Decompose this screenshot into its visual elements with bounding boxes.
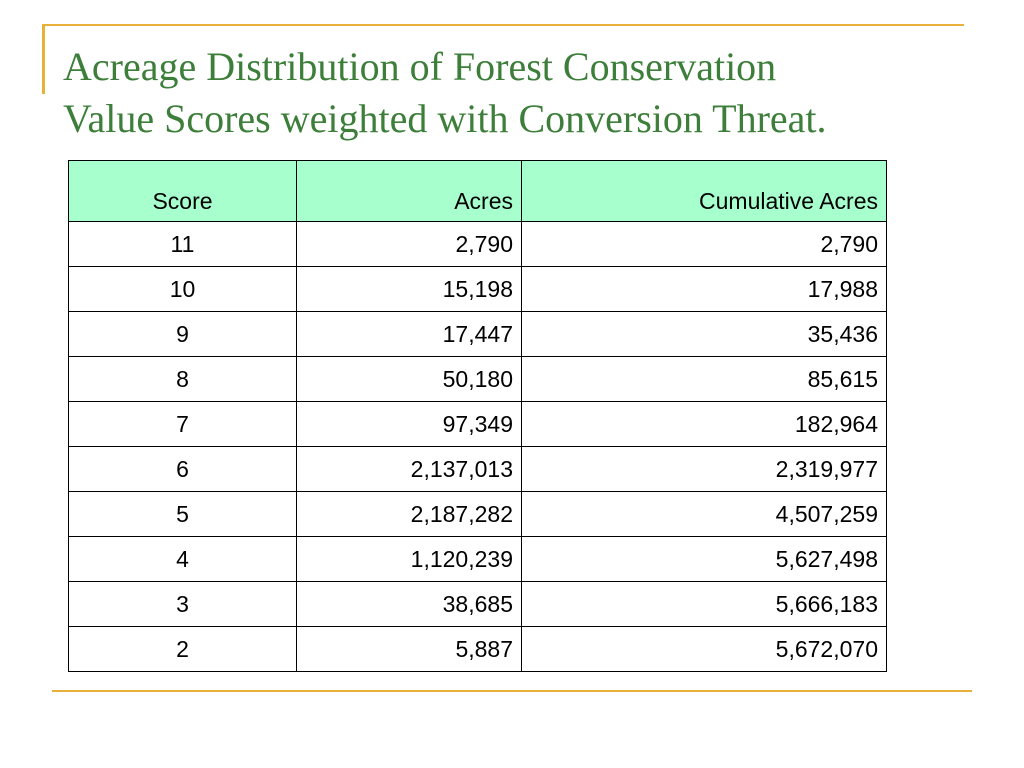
cell-acres: 2,790 [297, 222, 522, 267]
header-cumulative-acres: Cumulative Acres [522, 161, 887, 222]
slide-title [63, 41, 963, 145]
cell-score: 11 [69, 222, 297, 267]
cell-cumulative-acres: 5,627,498 [522, 537, 887, 582]
cell-cumulative-acres: 182,964 [522, 402, 887, 447]
header-acres: Acres [297, 161, 522, 222]
top-accent-line [42, 24, 964, 26]
cell-score: 8 [69, 357, 297, 402]
table-row [69, 267, 887, 312]
cell-cumulative-acres: 17,988 [522, 267, 887, 312]
cell-score: 2 [69, 627, 297, 672]
cell-acres: 2,137,013 [297, 447, 522, 492]
bottom-accent-line [52, 690, 972, 692]
cell-cumulative-acres: 35,436 [522, 312, 887, 357]
cell-score: 4 [69, 537, 297, 582]
table-header [69, 161, 887, 222]
cell-score: 10 [69, 267, 297, 312]
cell-acres: 1,120,239 [297, 537, 522, 582]
cell-score: 7 [69, 402, 297, 447]
cell-cumulative-acres: 2,790 [522, 222, 887, 267]
table-row [69, 582, 887, 627]
cell-score: 9 [69, 312, 297, 357]
table-row [69, 402, 887, 447]
slide-title-line-2: Value Scores weighted with Conversion Threat. [63, 96, 827, 141]
acreage-table [68, 160, 887, 672]
cell-acres: 15,198 [297, 267, 522, 312]
table-row [69, 627, 887, 672]
table-body [69, 222, 887, 672]
table-row [69, 357, 887, 402]
left-accent-bar [42, 24, 45, 94]
cell-acres: 38,685 [297, 582, 522, 627]
cell-score: 6 [69, 447, 297, 492]
cell-cumulative-acres: 5,666,183 [522, 582, 887, 627]
cell-cumulative-acres: 85,615 [522, 357, 887, 402]
cell-acres: 50,180 [297, 357, 522, 402]
header-score: Score [69, 161, 297, 222]
table-row [69, 537, 887, 582]
cell-acres: 97,349 [297, 402, 522, 447]
table-row [69, 222, 887, 267]
cell-acres: 5,887 [297, 627, 522, 672]
cell-score: 3 [69, 582, 297, 627]
table-row [69, 447, 887, 492]
slide-title-line-1: Acreage Distribution of Forest Conservation [63, 44, 777, 89]
cell-cumulative-acres: 4,507,259 [522, 492, 887, 537]
cell-acres: 2,187,282 [297, 492, 522, 537]
table-header-row [69, 161, 887, 222]
cell-acres: 17,447 [297, 312, 522, 357]
cell-cumulative-acres: 5,672,070 [522, 627, 887, 672]
cell-cumulative-acres: 2,319,977 [522, 447, 887, 492]
cell-score: 5 [69, 492, 297, 537]
table-row [69, 492, 887, 537]
table-row [69, 312, 887, 357]
